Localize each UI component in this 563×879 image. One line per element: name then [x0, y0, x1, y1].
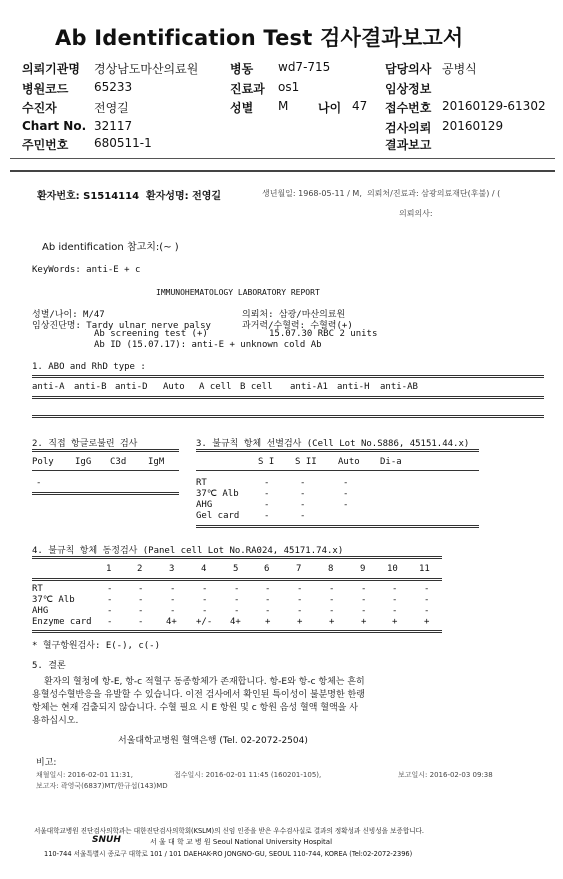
- requesting-doctor: 의뢰의사:: [399, 209, 433, 218]
- panel-col: 8: [328, 564, 334, 574]
- panel-row-label: RT: [32, 584, 43, 594]
- blood-bank: 서울대학교병원 혈액은행 (Tel. 02-2072-2504): [118, 736, 308, 746]
- panel-cell: -: [138, 595, 144, 605]
- sex-age: 성별/나이: M/47: [32, 310, 105, 320]
- panel-cell: -: [361, 595, 367, 605]
- doctor-label: 담당의사: [385, 62, 432, 76]
- conclusion-line: 용하십시오.: [32, 716, 79, 726]
- rbc-transfusion: 15.07.30 RBC 2 units: [269, 329, 378, 339]
- section3-mid-rule: [196, 470, 479, 471]
- keywords: KeyWords: anti-E + c: [32, 265, 141, 275]
- panel-cell: -: [297, 606, 303, 616]
- panel-cell: +: [265, 617, 271, 627]
- panel-col: 9: [360, 564, 366, 574]
- panel-col: 2: [137, 564, 143, 574]
- panel-cell: +: [297, 617, 303, 627]
- section3-top-rule: [196, 449, 479, 452]
- remark-label: 비고:: [36, 758, 57, 768]
- panel-col: 10: [387, 564, 398, 574]
- header-divider: [10, 158, 555, 159]
- screen-cell: -: [264, 478, 270, 488]
- panel-col: 4: [201, 564, 207, 574]
- screen-col-auto: Auto: [338, 457, 360, 467]
- panel-cell: -: [297, 584, 303, 594]
- lab-title: IMMUNOHEMATOLOGY LABORATORY REPORT: [156, 288, 320, 297]
- screen-cell: -: [300, 478, 306, 488]
- section3-bottom-rule: [196, 525, 479, 528]
- recipient-value: 전영길: [94, 101, 129, 115]
- panel-cell: -: [234, 606, 240, 616]
- previous-ab-id: Ab ID (15.07.17): anti-E + unknown cold Ab: [94, 340, 322, 350]
- doctor-value: 공병식: [442, 62, 477, 76]
- abo-col: anti-H: [337, 382, 370, 392]
- screen-cell: -: [343, 478, 349, 488]
- panel-cell: -: [107, 606, 113, 616]
- receipt-label: 접수번호: [385, 101, 432, 115]
- chart-label: Chart No.: [22, 119, 87, 133]
- transfusion-history: 과거력/수혈력: 수혈력(+): [242, 321, 353, 331]
- panel-col: 11: [419, 564, 430, 574]
- abo-col: anti-A: [32, 382, 65, 392]
- chart-value: 32117: [94, 119, 133, 133]
- screen-col-dia: Di-a: [380, 457, 402, 467]
- panel-cell: +/-: [196, 617, 213, 627]
- section4-title: 4. 불규칙 항체 동정검사 (Panel cell Lot No.RA024, 45171.74.x): [32, 546, 344, 556]
- panel-col: 5: [233, 564, 239, 574]
- panel-cell: -: [138, 606, 144, 616]
- panel-cell: -: [424, 595, 430, 605]
- section4-mid-rule: [32, 578, 442, 581]
- screen-cell: -: [300, 500, 306, 510]
- panel-cell: -: [265, 595, 271, 605]
- panel-cell: -: [107, 617, 113, 627]
- abo-col: anti-D: [115, 382, 148, 392]
- sex-value: M: [278, 99, 289, 113]
- screen-cell: -: [264, 500, 270, 510]
- ward-label: 병동: [230, 62, 254, 76]
- section1-bottom-rule: [32, 415, 544, 418]
- abo-col: anti-A1: [290, 382, 328, 392]
- abo-col: anti-AB: [380, 382, 418, 392]
- hospcode-label: 병원코드: [22, 82, 69, 96]
- panel-cell: -: [265, 606, 271, 616]
- sample-date: 채혈일시: 2016-02-01 11:31,: [36, 771, 133, 779]
- dat-col-igm: IgM: [148, 457, 165, 467]
- section3-title: 3. 불규칙 항체 선별검사 (Cell Lot No.S886, 45151.44.x): [196, 439, 470, 449]
- panel-cell: -: [234, 584, 240, 594]
- receipt-date: 접수일시: 2016-02-01 11:45 (160201-105),: [174, 771, 322, 779]
- reporter: 보고자: 곽영국(6837)MT/한규섭(143)MD: [36, 782, 168, 790]
- report-date: 보고일시: 2016-02-03 09:38: [398, 771, 493, 779]
- panel-cell: -: [170, 584, 176, 594]
- panel-row-label: Enzyme card: [32, 617, 92, 627]
- patient-info-line: 생년월일: 1968-05-11 / M, 의뢰처/진료과: 삼광의료재단(후불) / (: [262, 189, 501, 198]
- dat-col-poly: Poly: [32, 457, 54, 467]
- section2-mid-rule: [32, 470, 179, 471]
- request-date-value: 20160129: [442, 119, 504, 133]
- panel-cell: -: [392, 584, 398, 594]
- panel-cell: +: [329, 617, 335, 627]
- conclusion-line: 항체는 현재 검출되지 않습니다. 수혈 필요 시 E 항원 및 c 항원 음성 혈액 혈액을 사: [32, 703, 358, 713]
- panel-cell: -: [138, 584, 144, 594]
- section1-title: 1. ABO and RhD type :: [32, 362, 146, 372]
- panel-cell: +: [424, 617, 430, 627]
- section2-top-rule: [32, 449, 179, 452]
- screening-result: Ab screening test (+): [94, 329, 208, 339]
- screen-cell: -: [343, 500, 349, 510]
- section4-top-rule: [32, 556, 442, 559]
- report-title: Ab Identification Test 검사결과보고서: [55, 26, 464, 50]
- dat-col-c3d: C3d: [110, 457, 127, 467]
- rrn-value: 680511-1: [94, 136, 152, 150]
- result-label: 결과보고: [385, 138, 432, 152]
- snuh-logo: SNUH: [92, 835, 121, 845]
- panel-cell: -: [361, 584, 367, 594]
- hospcode-value: 65233: [94, 80, 133, 94]
- dat-value: -: [36, 478, 42, 488]
- dept-value: os1: [278, 80, 300, 94]
- screen-row-label: Gel card: [196, 511, 240, 521]
- patient-id-line: 환자번호: S1514114 환자성명: 전영길: [37, 191, 222, 202]
- section2-title: 2. 직접 항글로불린 검사: [32, 439, 138, 449]
- panel-row-label: AHG: [32, 606, 49, 616]
- diagnosis: 임상진단명: Tardy ulnar nerve palsy: [32, 321, 211, 331]
- panel-cell: -: [329, 595, 335, 605]
- hospital-value: 경상남도마산의료원: [94, 62, 199, 76]
- conclusion-line: 용혈성수혈반응을 유발할 수 있습니다. 이전 검사에서 확인된 특이성이 불분명한 한랭: [32, 690, 365, 700]
- panel-col: 1: [106, 564, 112, 574]
- age-label: 나이: [318, 101, 342, 115]
- screen-row-label: AHG: [196, 500, 213, 510]
- panel-cell: -: [297, 595, 303, 605]
- panel-cell: -: [138, 617, 144, 627]
- rrn-label: 주민번호: [22, 138, 69, 152]
- panel-cell: -: [202, 595, 208, 605]
- abo-col: A cell: [199, 382, 232, 392]
- clinical-label: 임상정보: [385, 82, 432, 96]
- section1-mid-rule: [32, 396, 544, 399]
- panel-cell: -: [361, 606, 367, 616]
- receipt-value: 20160129-61302: [442, 99, 546, 113]
- panel-cell: -: [392, 595, 398, 605]
- screen-cell: -: [300, 489, 306, 499]
- abo-col: Auto: [163, 382, 185, 392]
- screen-cell: -: [264, 511, 270, 521]
- panel-cell: -: [424, 606, 430, 616]
- panel-cell: -: [202, 606, 208, 616]
- panel-cell: -: [107, 584, 113, 594]
- dept-label: 진료과: [230, 82, 265, 96]
- panel-cell: -: [107, 595, 113, 605]
- panel-cell: -: [202, 584, 208, 594]
- panel-cell: 4+: [230, 617, 241, 627]
- report-heading: Ab identification 참고치:(~ ): [42, 242, 179, 253]
- panel-cell: -: [392, 606, 398, 616]
- section5-title: 5. 결론: [32, 661, 66, 671]
- sex-label: 성별: [230, 101, 254, 115]
- request-date-label: 검사의뢰: [385, 121, 432, 135]
- certification-line: 서울대학교병원 진단검사의학과는 대한진단검사의학회(KSLM)의 신임 인증을 받은 우수검사실로 결과의 정확성과 신빙성을 보증합니다.: [34, 827, 425, 835]
- panel-cell: -: [234, 595, 240, 605]
- section2-bottom-rule: [32, 492, 179, 495]
- recipient-label: 수진자: [22, 101, 57, 115]
- hospital-label: 의뢰기관명: [22, 62, 80, 76]
- panel-col: 6: [264, 564, 270, 574]
- panel-cell: 4+: [166, 617, 177, 627]
- panel-cell: -: [170, 606, 176, 616]
- section1-top-rule: [32, 375, 544, 378]
- requester: 의뢰처: 삼광/마산의료원: [242, 310, 346, 320]
- conclusion-line: 환자의 혈청에 항-E, 항-c 적혈구 동종항체가 존재합니다. 항-E와 항-c 항체는 흔히: [44, 677, 365, 687]
- screen-row-label: RT: [196, 478, 207, 488]
- panel-cell: -: [329, 584, 335, 594]
- section4-bottom-rule: [32, 630, 442, 633]
- age-value: 47: [352, 99, 368, 113]
- panel-cell: -: [170, 595, 176, 605]
- panel-cell: +: [392, 617, 398, 627]
- screen-col-s2: S II: [295, 457, 317, 467]
- panel-cell: -: [424, 584, 430, 594]
- dat-col-igg: IgG: [75, 457, 92, 467]
- panel-col: 7: [296, 564, 302, 574]
- ward-value: wd7-715: [278, 60, 331, 74]
- screen-row-label: 37℃ Alb: [196, 489, 239, 499]
- panel-col: 3: [169, 564, 175, 574]
- panel-cell: -: [329, 606, 335, 616]
- panel-cell: +: [361, 617, 367, 627]
- screen-cell: -: [300, 511, 306, 521]
- screen-cell: -: [343, 489, 349, 499]
- abo-col: B cell: [240, 382, 273, 392]
- screen-cell: -: [264, 489, 270, 499]
- hospital-address: 110-744 서울특별시 종로구 대학로 101 / 101 DAEHAK-RO JONGNO-GU, SEOUL 110-744, KOREA (Tel:02-2072-2396): [44, 850, 413, 858]
- abo-col: anti-B: [74, 382, 107, 392]
- panel-cell: -: [265, 584, 271, 594]
- antigen-test: * 혈구항원검사: E(-), c(-): [32, 641, 161, 651]
- panel-row-label: 37℃ Alb: [32, 595, 75, 605]
- screen-col-s1: S I: [258, 457, 275, 467]
- hospital-name: 서 울 대 학 교 병 원 Seoul National University Hospital: [150, 838, 333, 846]
